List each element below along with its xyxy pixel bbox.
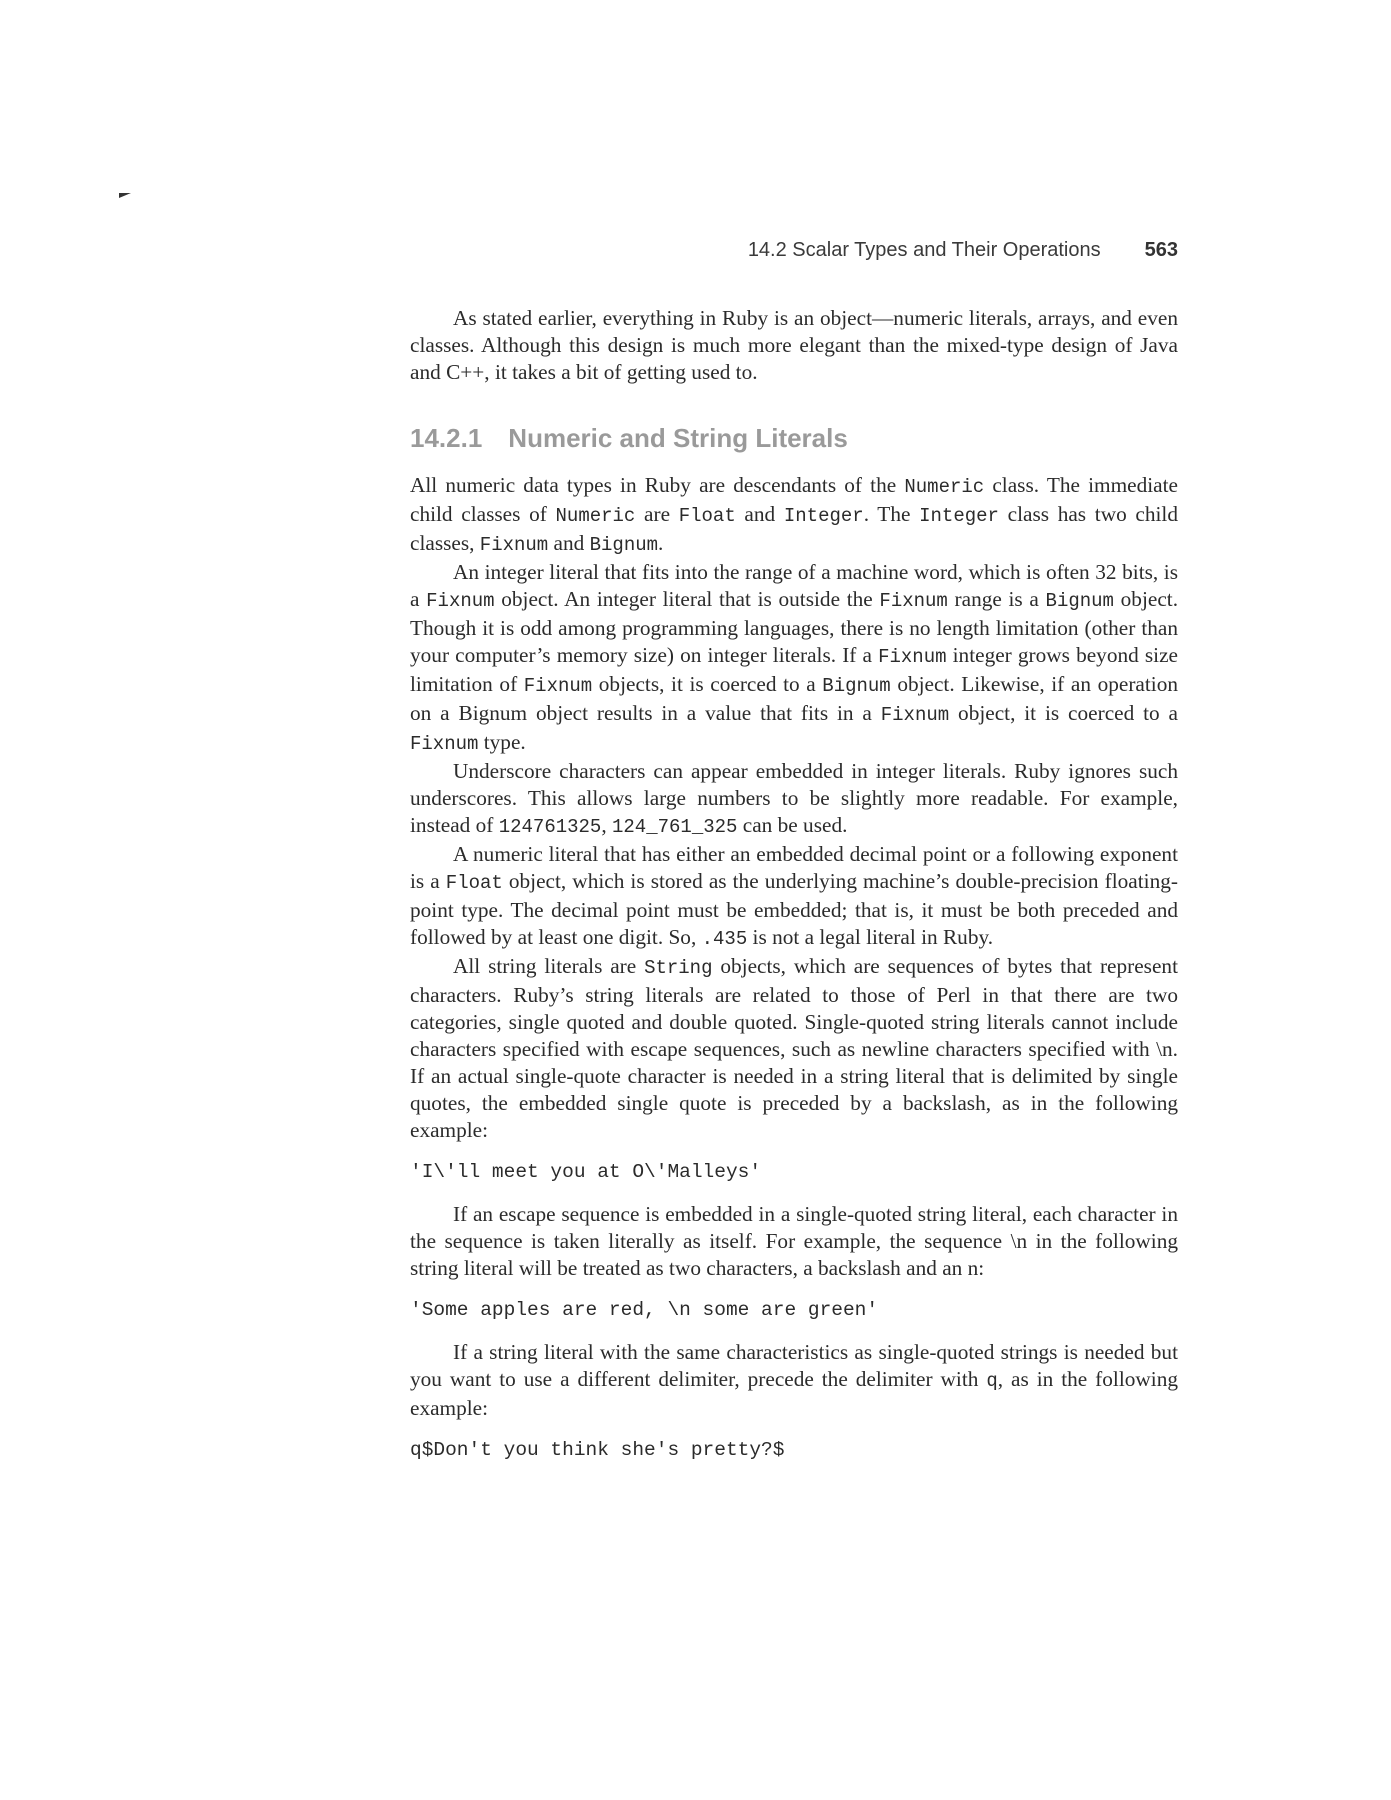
code-span: Numeric <box>904 476 985 498</box>
code-span: Bignum <box>589 534 659 556</box>
paragraph-float-literals <box>410 841 1178 953</box>
text-span: As stated earlier, everything in Ruby is an object—numeric literals, arrays, and even classes. Although this design is much more elegant than the mixed-type design of Java and C++, it takes a bit of getting used to. <box>410 306 1178 384</box>
paragraph-custom-delimiter <box>410 1339 1178 1422</box>
text-span: If a string literal with the same characteristics as single-quoted strings is needed but you want to use a different delimiter, precede the delimiter with <box>410 1340 1178 1391</box>
code-span: Fixnum <box>879 590 948 612</box>
code-span: 124_761_325 <box>612 816 738 838</box>
text-span: object. Likewise, if an operation on a Bignum object results in a value that fits in a <box>410 672 1178 725</box>
text-span: . <box>658 531 664 555</box>
text-span: objects, it is coerced to a <box>592 672 823 696</box>
text-span: can be used. <box>737 813 848 837</box>
text-span: An integer literal that fits into the range of a machine word, which is often 32 bits, is a <box>410 560 1178 611</box>
code-span: q <box>986 1370 998 1392</box>
intro-paragraph <box>410 305 1178 386</box>
code-span: Fixnum <box>426 590 495 612</box>
section-running-title: 14.2 Scalar Types and Their Operations <box>747 239 1101 261</box>
text-span: If an escape sequence is embedded in a single-quoted string literal, each character in the sequence is taken literally as itself. For example, the sequence \n in the following string literal will be treated as two characters, a backslash and an n: <box>410 1202 1178 1280</box>
code-span: Bignum <box>1045 590 1114 612</box>
paragraph-escape-sequences <box>410 1201 1178 1282</box>
text-span: object, it is coerced to a <box>949 701 1178 725</box>
text-span: are <box>635 502 679 526</box>
text-span: , <box>601 813 612 837</box>
section-number: 14.2.1 <box>410 423 483 453</box>
code-span: Float <box>678 505 736 527</box>
paragraph-underscores <box>410 758 1178 841</box>
text-span: . The <box>863 502 920 526</box>
code-span: Fixnum <box>410 733 479 755</box>
code-span: Numeric <box>555 505 636 527</box>
text-span: A numeric literal that has either an embedded decimal point or a following exponent is a <box>410 842 1178 893</box>
text-span: is not a legal literal in Ruby. <box>747 925 994 949</box>
text-span: integer grows beyond size limitation of <box>410 643 1178 696</box>
running-header <box>410 239 1178 262</box>
code-span: .435 <box>701 928 748 950</box>
code-span: Fixnum <box>479 534 549 556</box>
code-span: Fixnum <box>878 646 947 668</box>
section-heading <box>410 422 1178 454</box>
text-span: object, which is stored as the underlying machine’s double-precision floating-point type. The decimal point must be embedded; that is, it must be both preceded and followed by at least one digit. So, <box>410 869 1178 949</box>
text-span: object. Though it is odd among programming languages, there is no length limitation (other than your computer’s memory size) on integer literals. If a <box>410 587 1179 667</box>
scan-corner-mark <box>119 193 131 198</box>
page-number: 563 <box>1144 239 1178 261</box>
text-span: , as in the following example: <box>410 1367 1178 1420</box>
text-span: All numeric data types in Ruby are descendants of the <box>410 473 905 497</box>
text-span: type. <box>478 730 526 754</box>
paragraph-numeric-classes <box>410 472 1178 559</box>
code-span: Bignum <box>822 675 891 697</box>
text-span: class. The immediate child classes of <box>410 473 1178 526</box>
text-span: Underscore characters can appear embedded in integer literals. Ruby ignores such underscores. This allows large numbers to be slightly more readable. For example, instead of <box>410 759 1178 837</box>
section-title: Numeric and String Literals <box>508 423 848 453</box>
text-span: class has two child classes, <box>410 502 1178 555</box>
code-span: 124761325 <box>498 816 602 838</box>
text-span: and <box>735 502 784 526</box>
paragraph-integer-literals <box>410 559 1178 758</box>
text-span: object. An integer literal that is outside the <box>494 587 880 611</box>
code-span: Integer <box>783 505 864 527</box>
text-span: All string literals are <box>453 954 645 978</box>
code-span: Integer <box>919 505 999 527</box>
text-span: objects, which are sequences of bytes that represent characters. Ruby’s string literals are related to those of Perl in that there are two categories, single quoted and double quoted. Single-quoted string literals cannot include characters specified with escape sequences, such as newline characters specified with \n. If an actual single-quote character is needed in a string literal that is delimited by single quotes, the embedded single quote is preceded by a backslash, as in the following example: <box>410 954 1178 1142</box>
code-span: Float <box>445 872 503 894</box>
code-example-3: q$Don't you think she's pretty?$ <box>410 1439 785 1461</box>
code-example-1: 'I\'ll meet you at O\'Malleys' <box>410 1161 762 1183</box>
paragraph-string-literals <box>410 953 1178 1144</box>
code-span: String <box>644 957 713 979</box>
text-span: range is a <box>947 587 1046 611</box>
code-span: Fixnum <box>880 704 950 726</box>
text-span: and <box>548 531 590 555</box>
code-example-2: 'Some apples are red, \n some are green' <box>410 1299 879 1321</box>
code-span: Fixnum <box>523 675 593 697</box>
page-body <box>410 305 1178 1479</box>
